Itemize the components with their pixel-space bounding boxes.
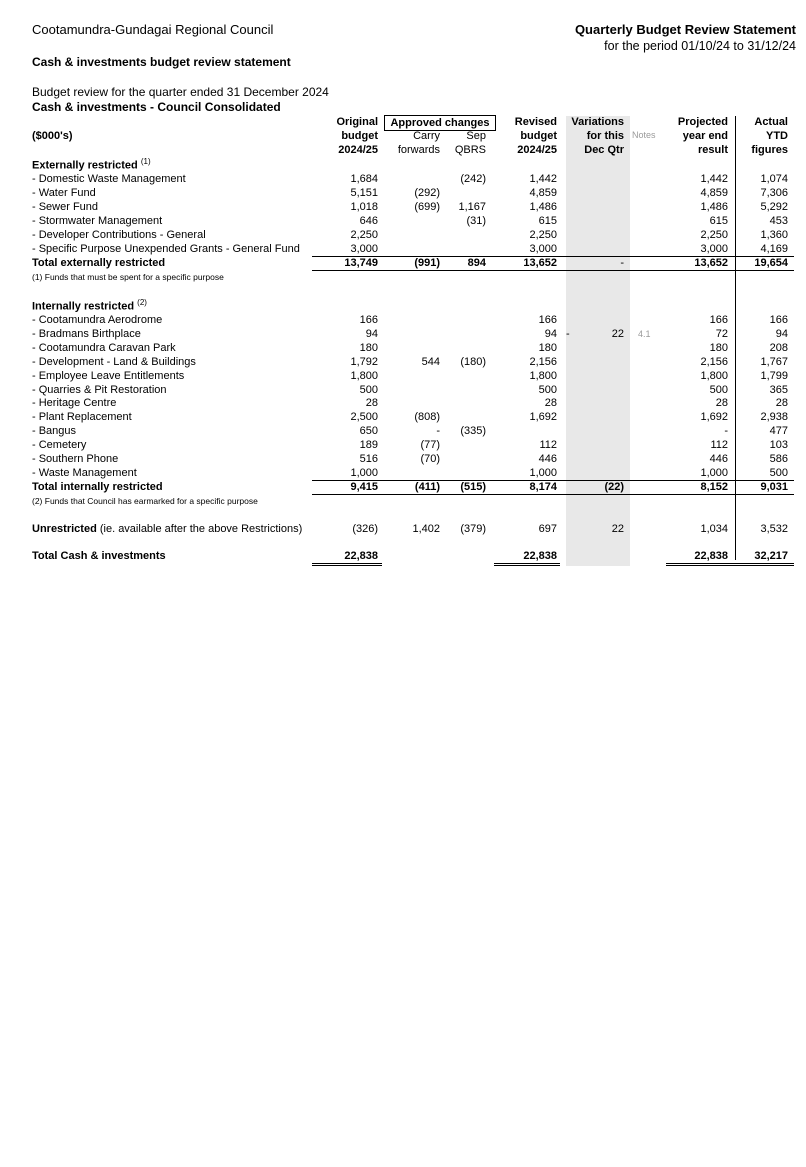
cell-label: - Bangus	[32, 425, 77, 438]
cell-orig: 189	[359, 439, 378, 452]
internal-footnote: (2) Funds that Council has earmarked for a specific purpose	[32, 496, 258, 506]
cell-rev: 446	[538, 453, 557, 465]
cell-rev: 1,486	[529, 201, 557, 213]
cell-carry: (292)	[414, 187, 440, 199]
cell-orig: 500	[359, 383, 378, 396]
cell-rev: 1,000	[529, 466, 557, 479]
cell-rev: 500	[538, 383, 557, 396]
cell-proj: 180	[709, 341, 728, 354]
council-name: Cootamundra-Gundagai Regional Council	[32, 22, 274, 37]
cell-act: 2,938	[760, 411, 788, 424]
cell-orig: 94	[365, 327, 378, 340]
grand-total-underline-5	[666, 563, 794, 564]
table-row	[0, 228, 806, 242]
cell-orig: 180	[359, 341, 378, 354]
cell-orig: 1,800	[350, 369, 378, 382]
table-row	[0, 172, 806, 186]
table-row	[0, 355, 806, 369]
cell-label: - Plant Replacement	[32, 411, 132, 424]
projected-header: Projected year end result	[677, 116, 728, 156]
cell-label: - Quarries & Pit Restoration	[32, 383, 167, 396]
cell-orig: 1,018	[350, 201, 378, 213]
table-row	[0, 369, 806, 383]
cell-rev: 166	[538, 314, 557, 326]
table-row	[0, 200, 806, 214]
external-footnote: (1) Funds that must be spent for a specific purpose	[32, 272, 224, 282]
cell-sep: (242)	[460, 173, 486, 185]
cell-label: - Water Fund	[32, 187, 96, 199]
cell-proj: 1,486	[700, 201, 728, 213]
cell-label: - Employee Leave Entitlements	[32, 369, 185, 382]
cell-orig: 646	[359, 215, 378, 227]
cell-label: - Domestic Waste Management	[32, 173, 186, 185]
cell-carry: -	[436, 425, 440, 438]
cell-act: 477	[769, 425, 788, 438]
statement-subtitle: Cash & investments budget review statement	[32, 55, 291, 69]
cell-act: 1,074	[760, 173, 788, 185]
cell-proj: 2,250	[700, 229, 728, 241]
cell-orig: 28	[365, 397, 378, 410]
table-row	[0, 438, 806, 452]
cell-rev: 94	[544, 327, 557, 340]
table-row	[0, 396, 806, 410]
external-total-underline	[312, 270, 794, 271]
cell-rev: 3,000	[529, 243, 557, 255]
cell-proj: 446	[709, 453, 728, 465]
cell-act: 453	[769, 215, 788, 227]
cell-rev: 2,250	[529, 229, 557, 241]
cell-proj: 72	[715, 327, 728, 340]
cell-variation-sign: -	[566, 327, 570, 340]
table-row	[0, 410, 806, 424]
cell-label: - Specific Purpose Unexpended Grants - General Fund	[32, 243, 300, 255]
cell-orig: 1,000	[350, 466, 378, 479]
cell-orig: 2,500	[350, 411, 378, 424]
statement-title: Quarterly Budget Review Statement	[574, 22, 796, 37]
cell-act: 4,169	[760, 243, 788, 255]
cell-orig: 650	[359, 425, 378, 438]
table-row	[0, 383, 806, 397]
cell-label: - Bradmans Birthplace	[32, 327, 141, 340]
cell-rev: 615	[538, 215, 557, 227]
cell-orig: 5,151	[350, 187, 378, 199]
table-row	[0, 214, 806, 228]
cell-proj: 1,442	[700, 173, 728, 185]
cell-proj: 4,859	[700, 187, 728, 199]
cell-act: 586	[769, 453, 788, 465]
cell-orig: 1,684	[350, 173, 378, 185]
cell-rev: 2,156	[529, 355, 557, 368]
cell-rev: 1,800	[529, 369, 557, 382]
table-row	[0, 242, 806, 256]
external-total-row: Total externally restricted 13,749 (991) 894 13,652 - 13,652 19,654	[32, 257, 788, 269]
actual-header: Actual YTD figures	[751, 116, 788, 156]
cell-proj: 615	[709, 215, 728, 227]
internal-total-row: Total internally restricted 9,415 (411) (515) 8,174 (22) 8,152 9,031	[32, 481, 788, 493]
cell-proj: 1,692	[700, 411, 728, 424]
cell-act: 1,360	[760, 229, 788, 241]
cell-orig: 516	[359, 453, 378, 465]
unrestricted-row: Unrestricted (ie. available after the above Restrictions) (326) 1,402 (379) 697 22 1,034 3,532	[32, 523, 788, 535]
cell-label: - Sewer Fund	[32, 201, 99, 213]
cell-rev: 28	[544, 397, 557, 410]
cell-label: - Developer Contributions - General	[32, 229, 206, 241]
grand-total-row: Total Cash & investments 22,838 22,838 22,838 32,217	[32, 550, 788, 562]
variations-header: Variations for this Dec Qtr	[571, 116, 624, 156]
carry-forwards-header: Carry forwards	[397, 130, 440, 156]
cell-rev: 180	[538, 341, 557, 354]
internal-total-underline	[312, 494, 794, 495]
cell-sep: 1,167	[458, 201, 486, 213]
cell-proj: 2,156	[700, 355, 728, 368]
table-row	[0, 424, 806, 438]
externally-restricted-heading: Externally restricted $^{(1)}$	[32, 157, 151, 172]
cell-act: 500	[769, 466, 788, 479]
internally-restricted-heading: Internally restricted $^{(2)}$	[32, 298, 147, 313]
grand-total-underline-6	[666, 565, 794, 566]
cell-label: - Waste Management	[32, 466, 137, 479]
cell-act: 1,767	[760, 355, 788, 368]
cell-orig: 1,792	[350, 355, 378, 368]
grand-total-underline-4	[494, 565, 560, 566]
cell-label: - Heritage Centre	[32, 397, 117, 410]
cell-act: 5,292	[760, 201, 788, 213]
table-row	[0, 313, 806, 327]
cell-act: 208	[769, 341, 788, 354]
grand-total-underline-3	[494, 563, 560, 564]
cell-orig: 166	[359, 314, 378, 326]
cell-rev: 1,442	[529, 173, 557, 185]
units-label: ($000's)	[32, 130, 73, 142]
cell-act: 365	[769, 383, 788, 396]
table-row	[0, 186, 806, 200]
consolidated-heading: Cash & investments - Council Consolidated	[32, 100, 281, 114]
cell-label: - Cemetery	[32, 439, 87, 452]
review-line: Budget review for the quarter ended 31 December 2024	[32, 85, 329, 99]
cell-proj: 1,000	[700, 466, 728, 479]
revised-budget-header: Revised budget 2024/25	[514, 116, 557, 156]
cell-carry: (70)	[420, 453, 440, 465]
cell-act: 7,306	[760, 187, 788, 199]
table-row	[0, 341, 806, 355]
cell-act: 103	[769, 439, 788, 452]
original-budget-header: Original budget 2024/25	[336, 116, 378, 156]
cell-orig: 2,250	[350, 229, 378, 241]
cell-proj: 166	[709, 314, 728, 326]
grand-total-underline-2	[312, 565, 382, 566]
cell-label: - Cootamundra Caravan Park	[32, 341, 176, 354]
cell-proj: 112	[710, 439, 728, 452]
cell-act: 94	[775, 327, 788, 340]
table-row	[0, 466, 806, 480]
cell-sep: (180)	[460, 355, 486, 368]
cell-carry: (699)	[414, 201, 440, 213]
cell-proj: -	[724, 425, 728, 438]
cell-orig: 3,000	[350, 243, 378, 255]
grand-total-underline-1	[312, 563, 382, 564]
cell-rev: 112	[539, 439, 557, 452]
cell-act: 28	[775, 397, 788, 410]
table-row	[0, 452, 806, 466]
notes-header: Notes	[632, 130, 656, 140]
cell-carry: (808)	[414, 411, 440, 424]
statement-period: for the period 01/10/24 to 31/12/24	[604, 39, 796, 53]
cell-act: 166	[769, 314, 788, 326]
cell-label: - Development - Land & Buildings	[32, 355, 196, 368]
cell-label: - Stormwater Management	[32, 215, 163, 227]
sep-qbrs-header: Sep QBRS	[454, 130, 486, 156]
cell-label: - Cootamundra Aerodrome	[32, 314, 163, 326]
table-row	[0, 327, 806, 341]
cell-var: 22	[611, 327, 624, 340]
cell-carry: (77)	[420, 439, 440, 452]
cell-rev: 4,859	[529, 187, 557, 199]
cell-proj: 28	[715, 397, 728, 410]
cell-proj: 1,800	[700, 369, 728, 382]
cell-carry: 544	[421, 355, 440, 368]
cell-proj: 3,000	[700, 243, 728, 255]
cell-sep: (31)	[466, 215, 486, 227]
cell-proj: 500	[709, 383, 728, 396]
cell-act: 1,799	[760, 369, 788, 382]
cell-note-ref: 4.1	[638, 328, 651, 339]
cell-label: - Southern Phone	[32, 453, 119, 465]
cell-rev: 1,692	[529, 411, 557, 424]
approved-changes-header: Approved changes	[384, 115, 496, 131]
cell-sep: (335)	[460, 425, 486, 438]
